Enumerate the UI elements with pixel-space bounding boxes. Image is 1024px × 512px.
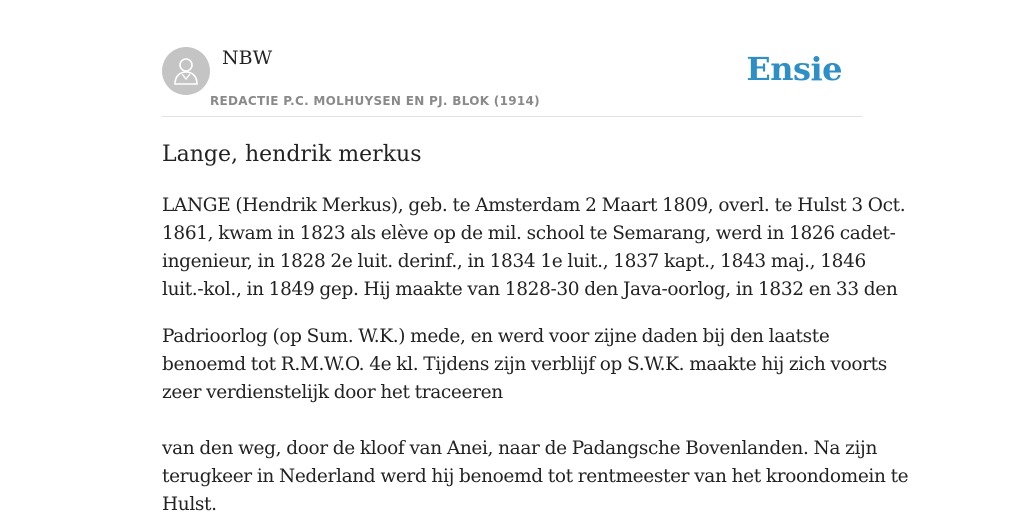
author-name[interactable]: NBW (222, 47, 273, 69)
source-credit: REDACTIE P.C. MOLHUYSEN EN PJ. BLOK (1914) (210, 94, 540, 108)
paragraph-line: Hulst. (162, 494, 217, 512)
avatar[interactable] (162, 47, 210, 95)
paragraph-line: terugkeer in Nederland werd hij benoemd tot rentmeester van het kroondomein te (162, 466, 909, 487)
page-title: Lange, hendrik merkus (162, 142, 422, 167)
article-header (162, 0, 862, 117)
article-paragraph-1 (162, 192, 906, 304)
paragraph-line: van den weg, door de kloof van Anei, naar de Padangsche Bovenlanden. Na zijn (162, 438, 878, 459)
paragraph-line: ingenieur, in 1828 2e luit. derinf., in 1834 1e luit., 1837 kapt., 1843 maj., 1846 (162, 251, 866, 272)
paragraph-line: benoemd tot R.M.W.O. 4e kl. Tijdens zijn verblijf op S.W.K. maakte hij zich voorts (162, 354, 887, 375)
paragraph-line: Padrioorlog (op Sum. W.K.) mede, en werd voor zijne daden bij den laatste (162, 326, 830, 347)
paragraph-line: luit.-kol., in 1849 gep. Hij maakte van 1828-30 den Java-oorlog, in 1832 en 33 den (162, 279, 898, 300)
paragraph-line: 1861, kwam in 1823 als elève op de mil. school te Semarang, werd in 1826 cadet- (162, 223, 896, 244)
article-paragraph-2 (162, 323, 887, 407)
brand-logo[interactable]: Ensie (746, 50, 842, 88)
paragraph-line: LANGE (Hendrik Merkus), geb. te Amsterdam 2 Maart 1809, overl. te Hulst 3 Oct. (162, 195, 906, 216)
user-icon (173, 56, 199, 86)
paragraph-line: zeer verdienstelijk door het traceeren (162, 382, 503, 403)
article-paragraph-3 (162, 435, 909, 512)
